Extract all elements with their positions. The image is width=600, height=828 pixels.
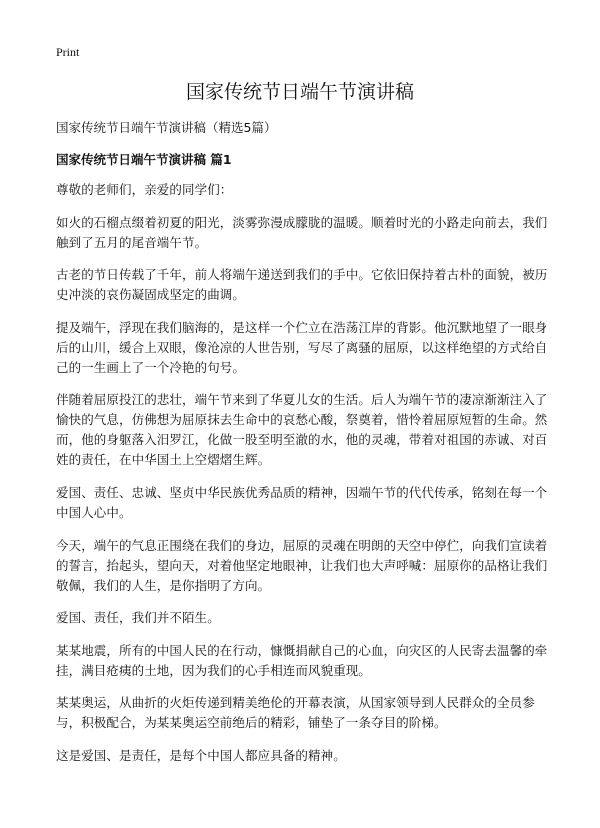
paragraph: 某某奥运，从曲折的火炬传递到精美绝伦的开幕表演，从国家领导到人民群众的全员参与，积极配合，为某某奥运空前绝后的精彩，铺垫了一条夺目的阶梯。 (56, 695, 535, 731)
paragraph: 今天，端午的气息正围绕在我们的身边，屈原的灵魂在明朗的天空中停伫，向我们宣读着的誓言，抬起头，望向天，对着他坚定地眼神，让我们也大声呼喊：屈原你的品格让我们敬佩，我们的人生，是你指明了方向。 (56, 537, 548, 593)
document-subtitle: 国家传统节日端午节演讲稿（精选5篇） (56, 120, 277, 135)
paragraph-greeting: 尊敬的老师们，亲爱的同学们： (56, 182, 233, 197)
paragraph: 这是爱国、是责任，是每个中国人都应具备的精神。 (56, 747, 346, 763)
paragraph: 提及端午，浮现在我们脑海的，是这样一个伫立在浩荡江岸的背影。他沉默地望了一眼身后的山川，缓合上双眼，像沧凉的人世告别，写尽了离骚的屈原，以这样绝望的方式给自己的一生画上了一个冷艳的句号。 (56, 319, 548, 375)
paragraph: 某某地震，所有的中国人民的在行动，慷慨捐献自己的心血，向灾区的人民寄去温馨的牵挂，满目疮痍的土地，因为我们的心手相连而风貌重现。 (56, 642, 548, 678)
document-body (56, 180, 556, 779)
paragraph: 爱国、责任，我们并不陌生。 (56, 610, 220, 626)
paragraph: 古老的节日传载了千年，前人将端午递送到我们的手中。它依旧保持着古朴的面貌，被历史冲淡的哀伤凝固成坚定的曲调。 (56, 267, 548, 303)
document-title: 国家传统节日端午节演讲稿 (185, 81, 414, 103)
print-link[interactable]: Print (56, 45, 80, 59)
section-heading: 国家传统节日端午节演讲稿 篇1 (56, 152, 232, 167)
paragraph: 如火的石榴点缀着初夏的阳光，淡雾弥漫成朦胧的温暖。顺着时光的小路走向前去，我们触到了五月的尾音端午节。 (56, 214, 548, 250)
paragraph: 伴随着屈原投江的悲壮，端午节来到了华夏儿女的生活。后人为端午节的凄凉渐渐注入了愉快的气息，仿佛想为屈原抹去生命中的哀愁心酸，祭奠着，惜怜着屈原短暂的生命。然而，他的身躯落入汨罗江，化做一股至明至澈的水，他的灵魂，带着对祖国的赤诚、对百姓的责任，在中华国土上空熠熠生辉。 (56, 392, 548, 468)
paragraph: 爱国、责任、忠诚、坚贞中华民族优秀品质的精神，因端午节的代代传承，铭刻在每一个中国人心中。 (56, 484, 548, 520)
